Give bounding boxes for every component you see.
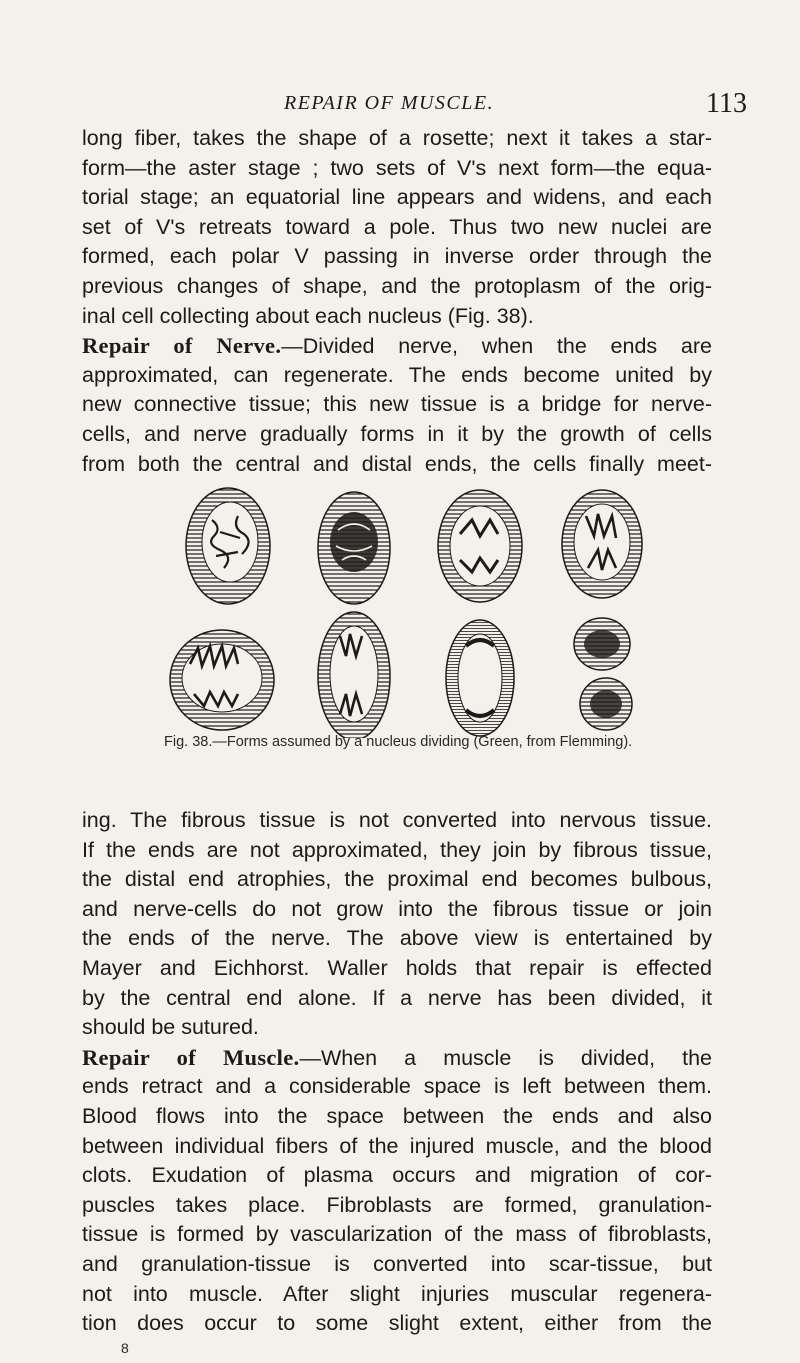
text-line: puscles takes place. Fibroblasts are formed, granulation- (82, 1192, 712, 1217)
nucleus-division-illustration (150, 468, 660, 738)
text-line: form—the aster stage ; two sets of V's next form—the equa- (82, 155, 712, 180)
text-line: and granulation-tissue is converted into scar-tissue, but (82, 1251, 712, 1276)
text-line: between individual fibers of the injured muscle, and the blood (82, 1133, 712, 1158)
text-line: previous changes of shape, and the protoplasm of the orig- (82, 273, 712, 298)
text-line: torial stage; an equatorial line appears and widens, and each (82, 185, 712, 210)
text-line: and nerve-cells do not grow into the fibrous tissue or join (82, 896, 712, 921)
page-header (0, 88, 800, 128)
text-line: set of V's retreats toward a pole. Thus two new nuclei are (82, 214, 712, 239)
text-line: tion does occur to some slight extent, either from the (82, 1311, 712, 1336)
text-line: not into muscle. After slight injuries muscular regenera- (82, 1281, 712, 1306)
text-line: from both the central and distal ends, the cells finally meet- (82, 451, 712, 476)
text-line: long fiber, takes the shape of a rosette; next it takes a star- (82, 126, 712, 150)
text-line: approximated, can regenerate. The ends become united by (82, 362, 712, 387)
text-line: clots. Exudation of plasma occurs and migration of cor- (82, 1163, 712, 1188)
section-heading-nerve: Repair of Nerve. (82, 333, 282, 359)
text-line: Blood flows into the space between the ends and also (82, 1103, 712, 1128)
figure-38 (150, 468, 660, 768)
nucleus-stage-2 (318, 492, 390, 604)
text-line: ing. The fibrous tissue is not converted into nervous tissue. (82, 808, 712, 832)
text-line-rest: —Divided nerve, when the ends are (281, 334, 712, 359)
body-text-top (82, 124, 712, 479)
text-line: cells, and nerve gradually forms in it by the growth of cells (82, 421, 712, 446)
text-line: If the ends are not approximated, they join by fibrous tissue, (82, 837, 712, 862)
text-line: the distal end atrophies, the proximal end becomes bulbous, (82, 867, 712, 892)
section-heading-muscle: Repair of Muscle. (82, 1044, 300, 1070)
nucleus-stage-5 (170, 630, 274, 730)
nucleus-stage-3 (438, 490, 522, 602)
page-number: 113 (706, 88, 747, 119)
text-line: new connective tissue; this new tissue is a bridge for nerve- (82, 392, 712, 417)
signature-mark: 8 (121, 1340, 129, 1356)
text-line-with-heading (82, 331, 712, 361)
text-line: should be sutured. (82, 1015, 259, 1040)
text-line: tissue is formed by vascularization of the mass of fibroblasts, (82, 1222, 712, 1247)
text-line: Mayer and Eichhorst. Waller holds that repair is effected (82, 955, 712, 980)
text-line: inal cell collecting about each nucleus (Fig. 38). (82, 303, 534, 328)
body-text-bottom (82, 806, 712, 1339)
nucleus-stage-8 (574, 618, 632, 730)
nucleus-stage-6 (318, 612, 390, 738)
text-line: formed, each polar V passing in inverse order through the (82, 244, 712, 269)
nucleus-stage-4 (562, 490, 642, 598)
nucleus-stage-7 (446, 620, 514, 736)
text-line-with-heading (82, 1043, 712, 1073)
text-line: ends retract and a considerable space is left between them. (82, 1074, 712, 1099)
text-line-rest: —When a muscle is divided, the (299, 1045, 712, 1070)
running-head: REPAIR OF MUSCLE. (284, 92, 495, 114)
text-line: by the central end alone. If a nerve has been divided, it (82, 985, 712, 1010)
nucleus-stage-1 (186, 488, 270, 604)
figure-caption: Fig. 38.—Forms assumed by a nucleus dividing (Green, from Flemming). (164, 734, 633, 750)
text-line: the ends of the nerve. The above view is entertained by (82, 926, 712, 951)
